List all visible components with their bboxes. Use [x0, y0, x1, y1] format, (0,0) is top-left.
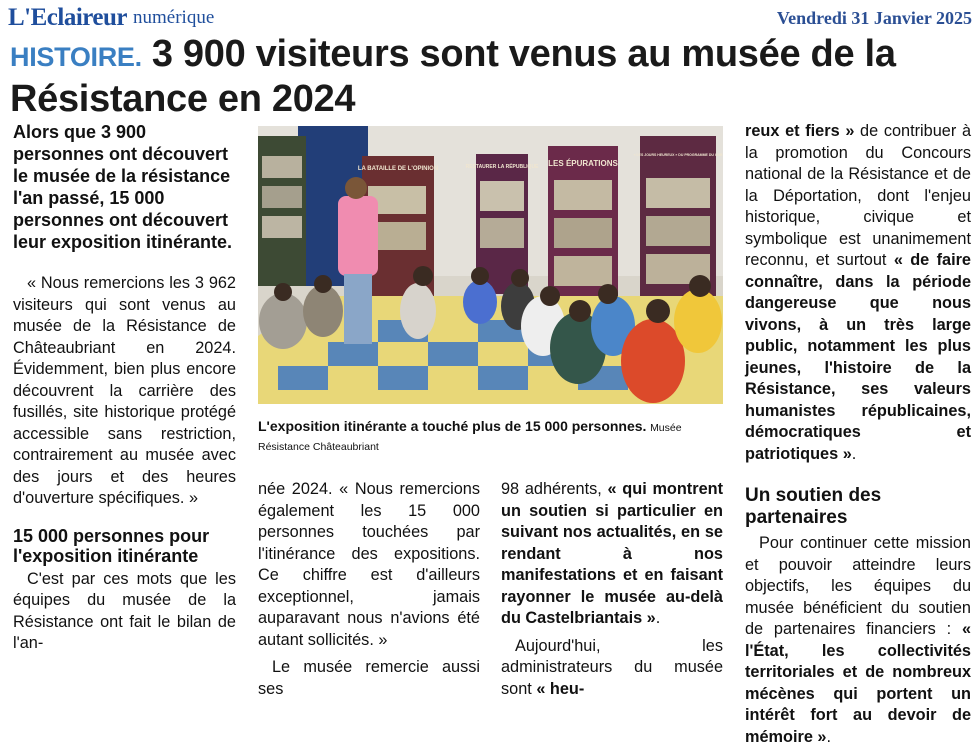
panel-label-4: « LES JOURS HEUREUX » DU PROGRAMME DU CNR: [633, 153, 723, 157]
subhead-exposition: 15 000 personnes pour l'exposition itinérante: [13, 525, 210, 566]
masthead: [8, 2, 972, 32]
p5-quote: « l'État, les collectivités territoriales et de nombreux mécènes qui portent un intérêt fort au devoir de mémoire »: [745, 620, 971, 746]
p4-quote-start: « heu-: [536, 679, 585, 698]
headline: [10, 33, 970, 120]
article-paragraph-4-cont: [745, 121, 971, 465]
caption-text: L'exposition itinérante a touché plus de 15 000 personnes.: [258, 418, 647, 434]
brand-suffix: numérique: [133, 7, 215, 28]
headline-kicker: HISTOIRE.: [10, 42, 142, 72]
col4-quote-a: reux et fiers »: [745, 122, 855, 140]
article-paragraph-3-start: Le musée remercie aussi ses: [258, 658, 480, 698]
col4-plain-a: de contribuer à la promotion du Concours national de la Résistance et de la Déportation, dont l'enjeu historique, civique et symbolique est unanimement reconnu, et surtout: [745, 122, 971, 269]
article-paragraph-2-start: C'est par ces mots que les équipes du musée de la Résistance ont fait le bilan de l'an-: [13, 569, 236, 652]
p5-plain: Pour continuer cette mission et pouvoir atteindre leurs objectifs, les équipes du musée bénéficient du soutien de partenaires financiers :: [745, 534, 971, 638]
exhibition-photo: [258, 126, 723, 404]
brand-logo: L'Eclaireur: [8, 4, 128, 31]
p4-plain: Aujourd'hui, les administrateurs du musée sont: [501, 636, 723, 698]
panel-label-1: LA BATAILLE DE L'OPINION: [357, 166, 439, 172]
article-lead: Alors que 3 900 personnes ont découvert le musée de la résistance l'an passé, 15 000 personnes ont découvert leur exposition itinérante.: [13, 122, 233, 252]
subhead-partenaires: Un soutien des partenaires: [745, 485, 882, 528]
article-photo: [258, 126, 723, 404]
article-paragraph-1: « Nous remercions les 3 962 visiteurs qui sont venus au musée de la Résistance de Châteaubriant en 2024. Évidemment, bien plus encore découvrent la carrière des fusillés, site historique protégé accessible sans restriction, contrairement au musée avec des jours et des heures d'ouverture spécifiques. »: [13, 274, 236, 507]
article-column-4: [745, 121, 971, 748]
article-column-2: [258, 479, 480, 700]
col4-quote-b: « de faire connaître, dans la période dangereuse que nous vivons, à un très large public, notamment les plus jeunes, l'histoire de la Résistance, ses valeurs humanistes républicaines, démocratiques et patriotiques »: [745, 251, 971, 463]
headline-title: 3 900 visiteurs sont venus au musée de la Résistance en 2024: [10, 33, 896, 120]
article-paragraph-4: [501, 636, 723, 701]
article-paragraph-5: [745, 533, 971, 748]
article-paragraph-3-cont: [501, 479, 723, 630]
p3-end: .: [655, 609, 661, 627]
issue-date: Vendredi 31 Janvier 2025: [776, 8, 972, 28]
photo-caption: [258, 418, 728, 456]
article-column-3: [501, 479, 723, 700]
caption-credit: Musée Résistance Châteaubriant: [258, 422, 682, 453]
p3-quote: « qui montrent un soutien si particulier en suivant nos actualités, en se rendant à nos manifestations et en faisant rayonner le musée au-delà du Castelbriantais »: [501, 480, 723, 627]
article-paragraph-2-cont: née 2024. « Nous remercions également les 15 000 personnes touchées par l'itinérance des expositions. Ce chiffre est d'ailleurs exceptionnel, jamais auparavant nous n'avions été autant sollicités. »: [258, 480, 480, 649]
article-column-1: [13, 121, 236, 655]
panel-label-2: RESTAURER LA RÉPUBLIQUE: [465, 164, 539, 170]
p3-plain: 98 adhérents,: [501, 480, 608, 498]
col4-plain-b: .: [851, 444, 857, 463]
p5-end: .: [826, 727, 831, 746]
panel-label-3: LES ÉPURATIONS: [548, 159, 618, 168]
